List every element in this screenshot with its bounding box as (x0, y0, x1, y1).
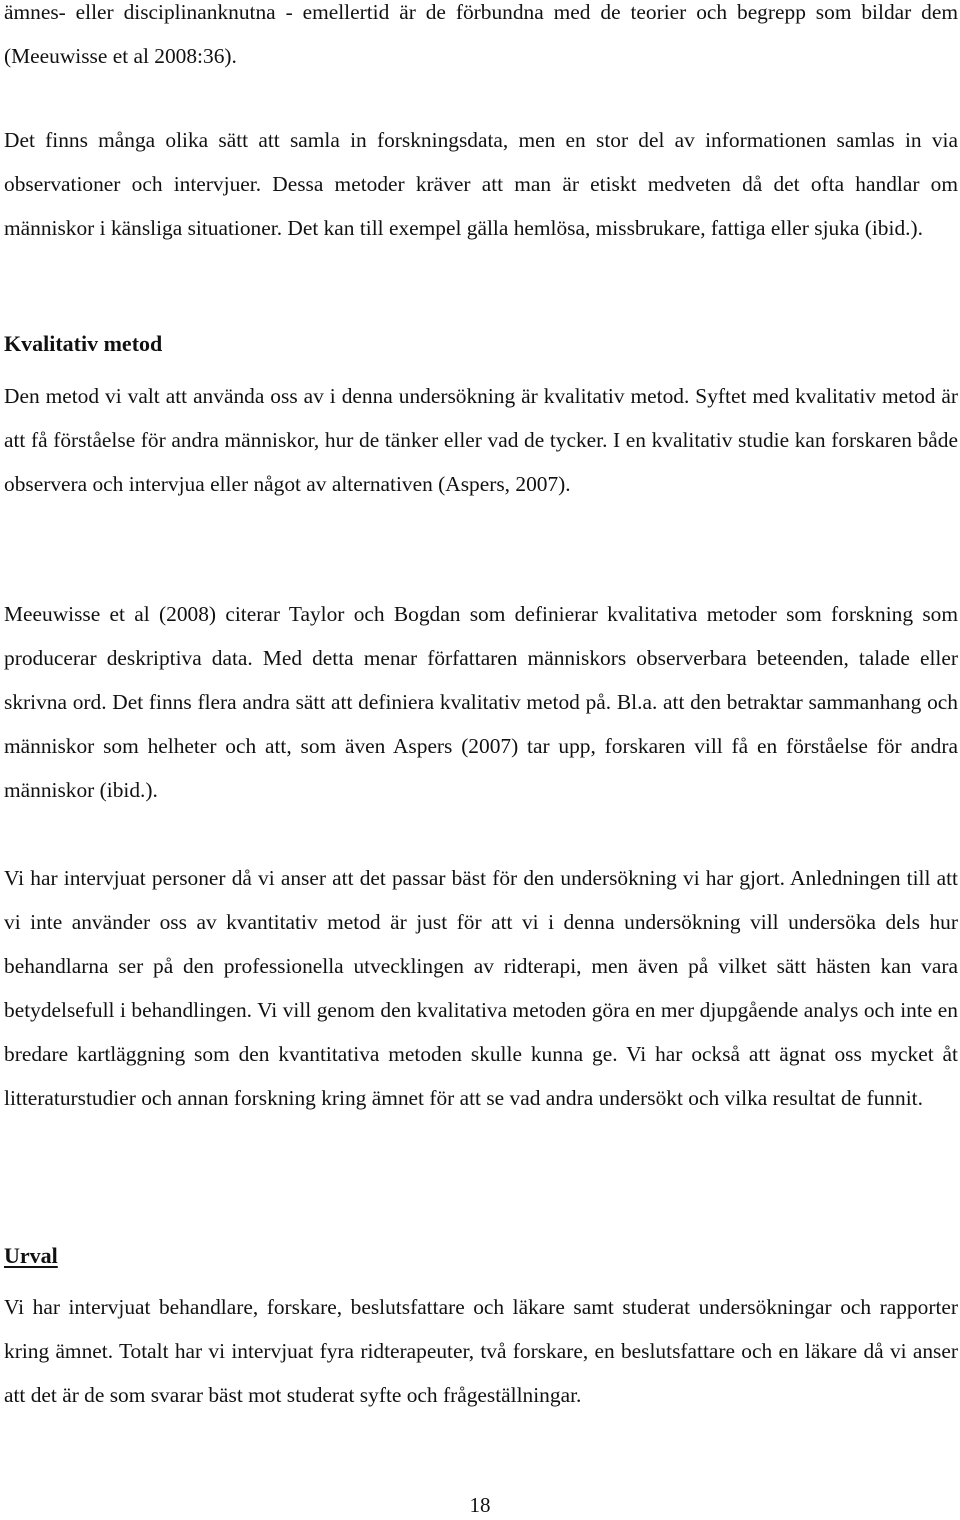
page-number: 18 (469, 1493, 491, 1517)
paragraph-intro-continuation: ämnes- eller disciplinanknutna - emellertid är de förbundna med de teorier och begrepp som bildar dem (Meeuwisse et al 2008:36). (4, 0, 958, 68)
heading-urval: Urval (4, 1243, 58, 1268)
heading-kvalitativ-metod: Kvalitativ metod (4, 331, 163, 356)
paragraph-data-collection: Det finns många olika sätt att samla in forskningsdata, men en stor del av informationen samlas in via observationer och intervjuer. Dessa metoder kräver att man är etiskt medveten då det ofta handlar om människor i känsliga situationer. Det kan till exempel gälla hemlösa, missbrukare, fattiga eller sjuka (ibid.). (4, 128, 958, 240)
paragraph-qualitative-method: Den metod vi valt att använda oss av i denna undersökning är kvalitativ metod. Syftet med kvalitativ metod är att få förståelse för andra människor, hur de tänker eller vad de tycker. I en kvalitativ studie kan forskaren både observera och intervjua eller något av alternativen (Aspers, 2007). (4, 384, 958, 496)
paragraph-selection: Vi har intervjuat behandlare, forskare, beslutsfattare och läkare samt studerat undersökningar och rapporter kring ämnet. Totalt har vi intervjuat fyra ridterapeuter, två forskare, en beslutsfattare och en läkare då vi anser att det är de som svarar bäst mot studerat syfte och frågeställningar. (4, 1295, 958, 1407)
paragraph-meeuwisse-definition: Meeuwisse et al (2008) citerar Taylor och Bogdan som definierar kvalitativa metoder som forskning som producerar deskriptiva data. Med detta menar författaren människors observerbara beteenden, talade eller skrivna ord. Det finns flera andra sätt att definiera kvalitativ metod på. Bl.a. att den betraktar sammanhang och människor som helheter och att, som även Aspers (2007) tar upp, forskaren vill få en förståelse för andra människor (ibid.). (4, 602, 958, 802)
paragraph-interview-rationale: Vi har intervjuat personer då vi anser att det passar bäst för den undersökning vi har gjort. Anledningen till att vi inte använder oss av kvantitativ metod är just för att vi i denna undersökning vill undersöka dels hur behandlarna ser på den professionella utvecklingen av ridterapi, men även på vilket sätt hästen kan vara betydelsefull i behandlingen. Vi vill genom den kvalitativa metoden göra en mer djupgående analys och inte en bredare kartläggning som den kvantitativa metoden skulle kunna ge. Vi har också att ägnat oss mycket åt litteraturstudier och annan forskning kring ämnet för att se vad andra undersökt och vilka resultat de funnit. (4, 866, 958, 1110)
